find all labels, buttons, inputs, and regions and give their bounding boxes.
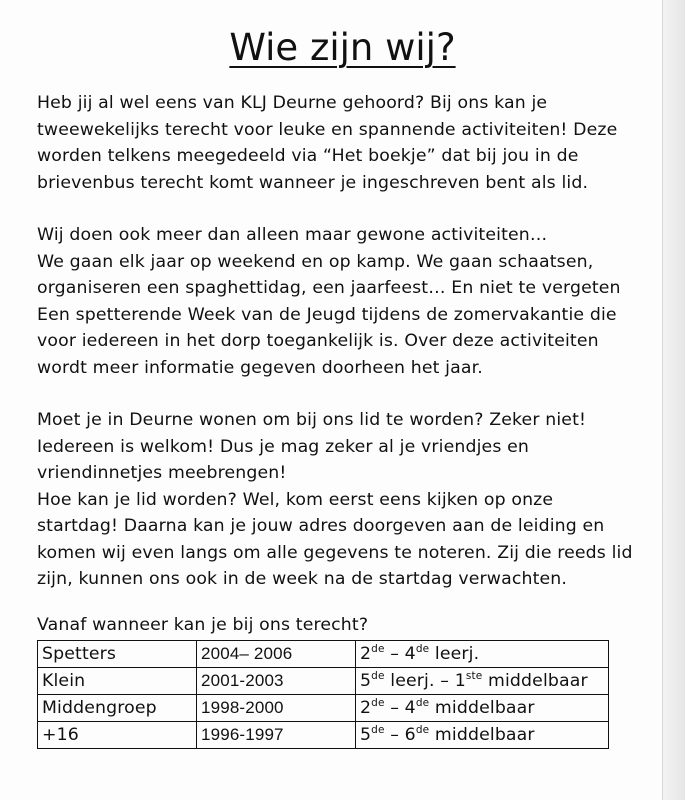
grade-number: 6: [404, 725, 416, 745]
group-grade-cell: [356, 695, 609, 722]
paragraph: [37, 222, 669, 381]
grade-separator: –: [384, 725, 405, 745]
text-line: komen wij even langs om alle gegevens te noteren. Zij die reeds lid: [37, 542, 633, 563]
grade-separator: –: [384, 644, 405, 664]
grade-ordinal: de: [415, 724, 430, 737]
text-line: Wij doen ook meer dan alleen maar gewone activiteiten…: [37, 225, 548, 245]
grade-ordinal: de: [371, 643, 385, 656]
grade-number: 5: [360, 671, 372, 691]
text-line: worden telkens meegedeeld via “Het boekje” dat bij jou in de: [37, 146, 579, 166]
age-groups-table: [37, 640, 609, 749]
grade-level: middelbaar: [482, 671, 588, 691]
grade-ordinal: de: [371, 697, 385, 710]
group-grade-cell: [356, 641, 609, 668]
grade-ordinal: de: [371, 670, 385, 683]
table-intro: Vanaf wanneer kan je bij ons terecht?: [37, 614, 369, 635]
text-line: voor iedereen in het dorp toegankelijk is. Over deze activiteiten: [37, 331, 599, 351]
group-grade-cell: [356, 722, 609, 749]
page-title: [0, 22, 685, 74]
group-years-cell: 1996-1997: [197, 722, 356, 749]
text-line: wordt meer informatie gegeven doorheen het jaar.: [37, 357, 483, 378]
grade-ordinal: de: [415, 697, 430, 710]
text-line: Heb jij al wel eens van KLJ Deurne gehoord? Bij ons kan je: [37, 93, 548, 113]
paragraph: [37, 90, 669, 196]
grade-number: 5: [360, 725, 372, 745]
text-line: zijn, kunnen ons ook in de week na de startdag verwachten.: [37, 569, 568, 589]
text-line: organiseren een spaghettidag, een jaarfeest… En niet te vergeten: [37, 278, 621, 298]
text-line: Iedereen is welkom! Dus je mag zeker al je vriendjes en: [37, 436, 530, 457]
group-name-cell: Klein: [38, 668, 197, 695]
grade-separator: –: [384, 698, 405, 718]
group-name-cell: +16: [38, 722, 197, 749]
grade-level: leerj.: [429, 644, 480, 664]
age-groups-body: [38, 641, 609, 749]
group-name-cell: Middengroep: [38, 695, 197, 722]
text-line: Een spetterende Week van de Jeugd tijdens de zomervakantie die: [37, 304, 617, 325]
grade-ordinal: de: [415, 643, 430, 656]
grade-ordinal: ste: [465, 670, 483, 683]
paragraph: [37, 407, 669, 593]
table-row: [38, 695, 609, 722]
group-years-cell: 2004– 2006: [197, 641, 356, 668]
group-years-cell: 1998-2000: [197, 695, 356, 722]
grade-number: 4: [404, 644, 416, 664]
text-line: tweewekelijks terecht voor leuke en spannende activiteiten! Deze: [37, 119, 618, 140]
grade-level: middelbaar: [429, 725, 535, 745]
group-years-cell: 2001-2003: [197, 668, 356, 695]
table-row: [38, 641, 609, 668]
text-line: We gaan elk jaar op weekend en op kamp. We gaan schaatsen,: [37, 251, 594, 272]
group-name-cell: Spetters: [38, 641, 197, 668]
text-line: Hoe kan je lid worden? Wel, kom eerst eens kijken op onze: [37, 489, 554, 510]
table-row: [38, 668, 609, 695]
grade-separator: leerj. –: [384, 671, 455, 691]
text-line: Moet je in Deurne wonen om bij ons lid te worden? Zeker niet!: [37, 410, 587, 430]
title-text: Wie zijn wij?: [229, 26, 456, 69]
group-grade-cell: [356, 668, 609, 695]
text-line: brievenbus terecht komt wanneer je ingeschreven bent als lid.: [37, 172, 589, 193]
table-row: [38, 722, 609, 749]
grade-number: 1: [454, 671, 466, 691]
grade-number: 4: [404, 698, 416, 718]
grade-number: 2: [360, 644, 372, 664]
grade-ordinal: de: [371, 724, 385, 737]
text-line: startdag! Daarna kan je jouw adres doorgeven aan de leiding en: [37, 516, 605, 536]
grade-number: 2: [360, 698, 372, 718]
paragraphs: [37, 90, 669, 593]
grade-level: middelbaar: [429, 698, 535, 718]
document-body: [37, 90, 669, 749]
text-line: vriendinnetjes meebrengen!: [37, 463, 287, 483]
